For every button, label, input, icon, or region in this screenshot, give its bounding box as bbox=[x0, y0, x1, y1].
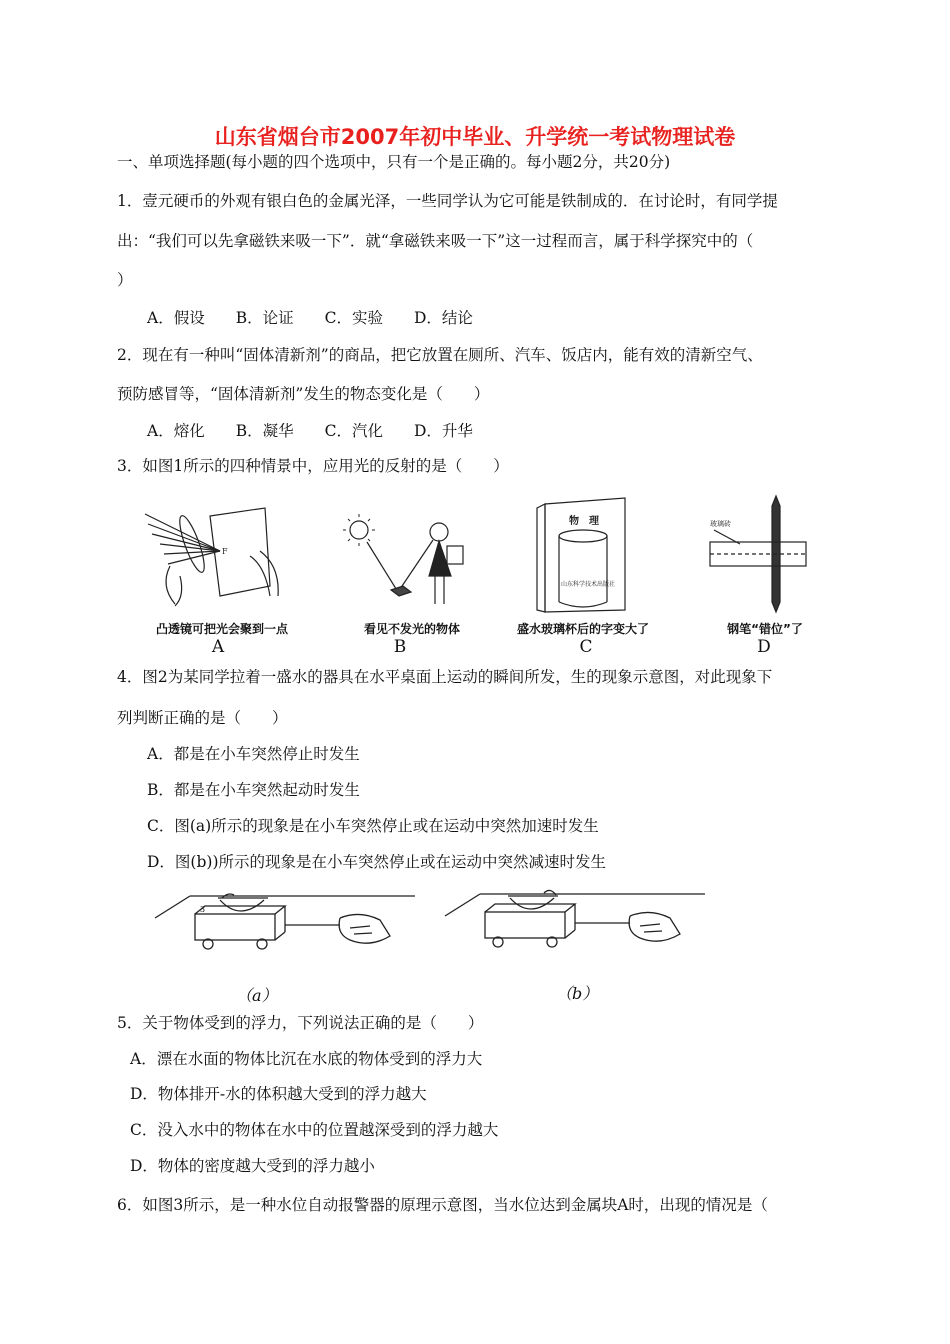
q2-line2: 预防感冒等，“固体清新剂”发生的物态变化是（ ） bbox=[117, 385, 490, 403]
q5-option-2: D．物体排开-水的体积越大受到的浮力越大 bbox=[130, 1085, 427, 1103]
svg-text:3: 3 bbox=[200, 905, 206, 914]
book-title-text: 物 理 bbox=[569, 516, 599, 527]
figure1-b-girl-image bbox=[343, 506, 473, 616]
q1-options: A．假设 B．论证 C．实验 D．结论 bbox=[147, 309, 473, 327]
q2-options: A．熔化 B．凝华 C．汽化 D．升华 bbox=[147, 422, 473, 440]
q4-option-b: B．都是在小车突然起动时发生 bbox=[147, 781, 360, 799]
figure1-a-lens-image bbox=[140, 496, 290, 616]
q3-line1: 3．如图1所示的四种情景中，应用光的反射的是（ ） bbox=[117, 457, 509, 475]
figure1-d-caption: 钢笔“错位”了 bbox=[727, 622, 803, 636]
q1-line3: ） bbox=[117, 271, 133, 289]
figure1-b-letter: B bbox=[393, 637, 407, 657]
figure1-d-pen-image bbox=[700, 492, 820, 614]
book-publisher-text: 山东科学技术出版社 bbox=[561, 581, 616, 588]
q4-line2: 列判断正确的是（ ） bbox=[117, 709, 288, 727]
q1-line1: 1．壹元硬币的外观有银白色的金属光泽，一些同学认为它可能是铁制成的．在讨论时，有同学提 bbox=[117, 192, 778, 210]
q5-option-1: A．漂在水面的物体比沉在水底的物体受到的浮力大 bbox=[130, 1050, 483, 1068]
figure1-a-caption: 凸透镜可把光会聚到一点 bbox=[155, 622, 288, 636]
figure1-a-letter: A bbox=[211, 637, 225, 657]
exam-title: 山东省烟台市2007年初中毕业、升学统一考试物理试卷 bbox=[214, 125, 736, 149]
figure2-a-label: （a） bbox=[236, 986, 278, 1005]
glass-block-label: 玻璃砖 bbox=[710, 520, 731, 528]
figure2-b-cart-image bbox=[440, 878, 710, 978]
section-heading: 一、单项选择题(每小题的四个选项中，只有一个是正确的。每小题2分，共20分) bbox=[117, 153, 671, 171]
q4-line1: 4．图2为某同学拉着一盛水的器具在水平桌面上运动的瞬间所发，生的现象示意图，对此现象下 bbox=[117, 668, 773, 686]
q4-option-c: C．图(a)所示的现象是在小车突然停止或在运动中突然加速时发生 bbox=[147, 817, 599, 835]
q2-line1: 2．现在有一种叫“固体清新剂”的商品，把它放置在厕所、汽车、饭店内，能有效的清新空气、 bbox=[117, 346, 763, 364]
q5-option-4: D．物体的密度越大受到的浮力越小 bbox=[130, 1157, 375, 1175]
figure1-c-caption: 盛水玻璃杯后的字变大了 bbox=[516, 622, 649, 636]
figure1-c-letter: C bbox=[579, 637, 593, 657]
q1-line2: 出：“我们可以先拿磁铁来吸一下”．就“拿磁铁来吸一下”这一过程而言，属于科学探究中的（ bbox=[117, 232, 754, 250]
q5-line1: 5．关于物体受到的浮力，下列说法正确的是（ ） bbox=[117, 1014, 484, 1032]
figure1-b-caption: 看见不发光的物体 bbox=[363, 622, 460, 636]
svg-text:F: F bbox=[222, 547, 228, 556]
figure2-b-label: （b） bbox=[556, 984, 599, 1003]
q6-line1: 6．如图3所示，是一种水位自动报警器的原理示意图，当水位达到金属块A时，出现的情况是（ bbox=[117, 1196, 768, 1214]
q4-option-a: A．都是在小车突然停止时发生 bbox=[147, 745, 360, 763]
figure1-c-glass-image bbox=[525, 494, 635, 616]
q5-option-3: C．没入水中的物体在水中的位置越深受到的浮力越大 bbox=[130, 1121, 499, 1139]
figure1-d-letter: D bbox=[757, 637, 771, 657]
q4-option-d: D．图(b))所示的现象是在小车突然停止或在运动中突然减速时发生 bbox=[147, 853, 606, 871]
figure2-a-cart-image bbox=[150, 880, 420, 980]
